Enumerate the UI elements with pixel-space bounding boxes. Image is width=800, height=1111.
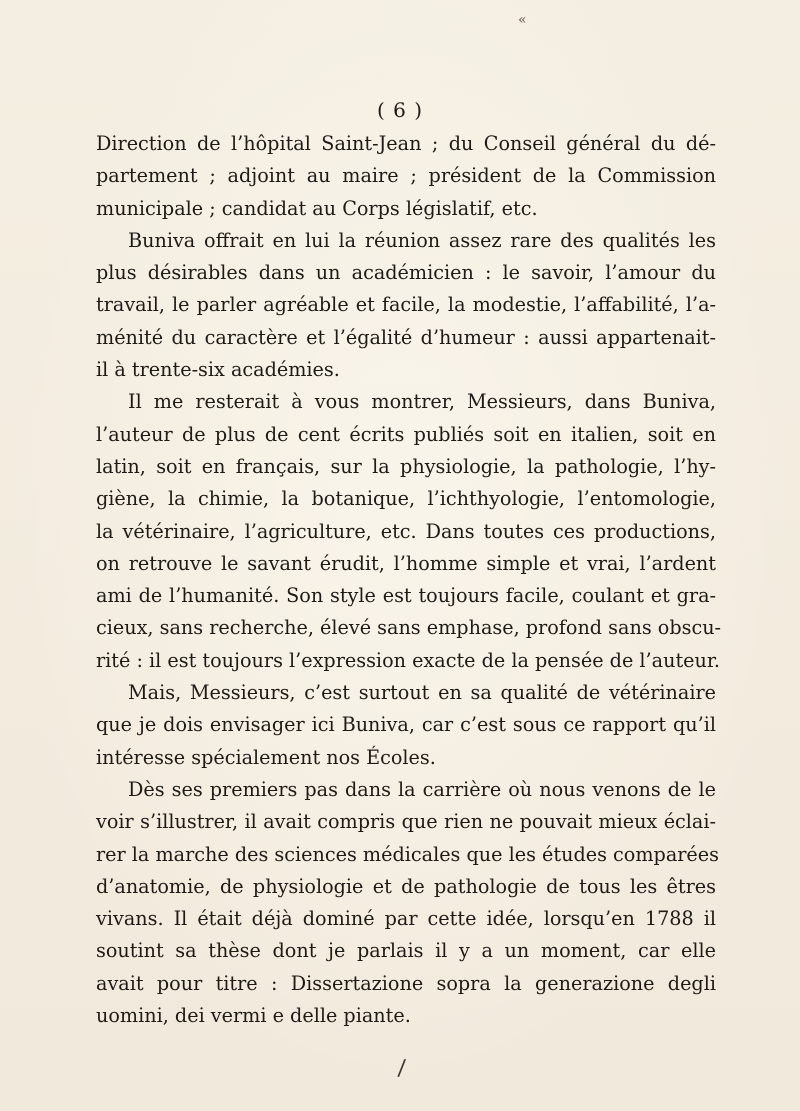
text-line: intéresse spécialement nos Écoles. xyxy=(96,745,436,769)
text-line: avait pour titre : Dissertazione sopra la generazione degli xyxy=(96,971,716,995)
text-line: ami de l’humanité. Son style est toujours facile, coulant et gra- xyxy=(96,584,716,608)
text-line: ménité du caractère et l’égalité d’humeur : aussi appartenait- xyxy=(96,325,716,349)
text-line: Buniva offrait en lui la réunion assez rare des qualités les xyxy=(128,228,716,252)
text-line: rité : il est toujours l’expression exacte de la pensée de l’auteur. xyxy=(96,648,721,672)
page-number: ( 6 ) xyxy=(376,98,424,122)
body-text xyxy=(96,128,722,1032)
text-line: voir s’illustrer, il avait compris que rien ne pouvait mieux éclai- xyxy=(96,810,716,834)
text-line: rer la marche des sciences médicales que les études comparées xyxy=(96,842,719,866)
text-line: Dès ses premiers pas dans la carrière où nous venons de le xyxy=(128,777,716,801)
text-line: l’auteur de plus de cent écrits publiés soit en italien, soit en xyxy=(96,422,716,446)
text-line: soutint sa thèse dont je parlais il y a un moment, car elle xyxy=(96,939,716,963)
text-line: latin, soit en français, sur la physiologie, la pathologie, l’hy- xyxy=(96,454,716,478)
text-line: que je dois envisager ici Buniva, car c’est sous ce rapport qu’il xyxy=(96,713,716,737)
text-line: plus désirables dans un académicien : le savoir, l’amour du xyxy=(96,261,716,285)
text-line: partement ; adjoint au maire ; président de la Commission xyxy=(96,164,716,188)
text-line: cieux, sans recherche, élevé sans emphase, profond sans obscu- xyxy=(96,616,722,640)
pen-mark: / xyxy=(397,1055,407,1082)
text-line: travail, le parler agréable et facile, la modestie, l’affabilité, l’a- xyxy=(96,293,716,317)
text-line: uomini, dei vermi e delle piante. xyxy=(96,1004,411,1028)
margin-mark: « xyxy=(518,12,527,28)
text-line: d’anatomie, de physiologie et de pathologie de tous les êtres xyxy=(96,874,716,898)
text-line: il à trente-six académies. xyxy=(96,358,340,382)
text-line: vivans. Il était déjà dominé par cette idée, lorsqu’en 1788 il xyxy=(96,907,716,931)
text-line: on retrouve le savant érudit, l’homme simple et vrai, l’ardent xyxy=(96,551,716,575)
text-line: la vétérinaire, l’agriculture, etc. Dans toutes ces productions, xyxy=(96,519,716,543)
text-line: Il me resterait à vous montrer, Messieurs, dans Buniva, xyxy=(128,390,716,414)
text-line: Direction de l’hôpital Saint-Jean ; du Conseil général du dé- xyxy=(96,132,716,155)
text-line: giène, la chimie, la botanique, l’ichthyologie, l’entomologie, xyxy=(96,487,716,511)
text-line: municipale ; candidat au Corps législatif, etc. xyxy=(96,196,538,220)
text-line: Mais, Messieurs, c’est surtout en sa qualité de vétérinaire xyxy=(128,681,716,705)
